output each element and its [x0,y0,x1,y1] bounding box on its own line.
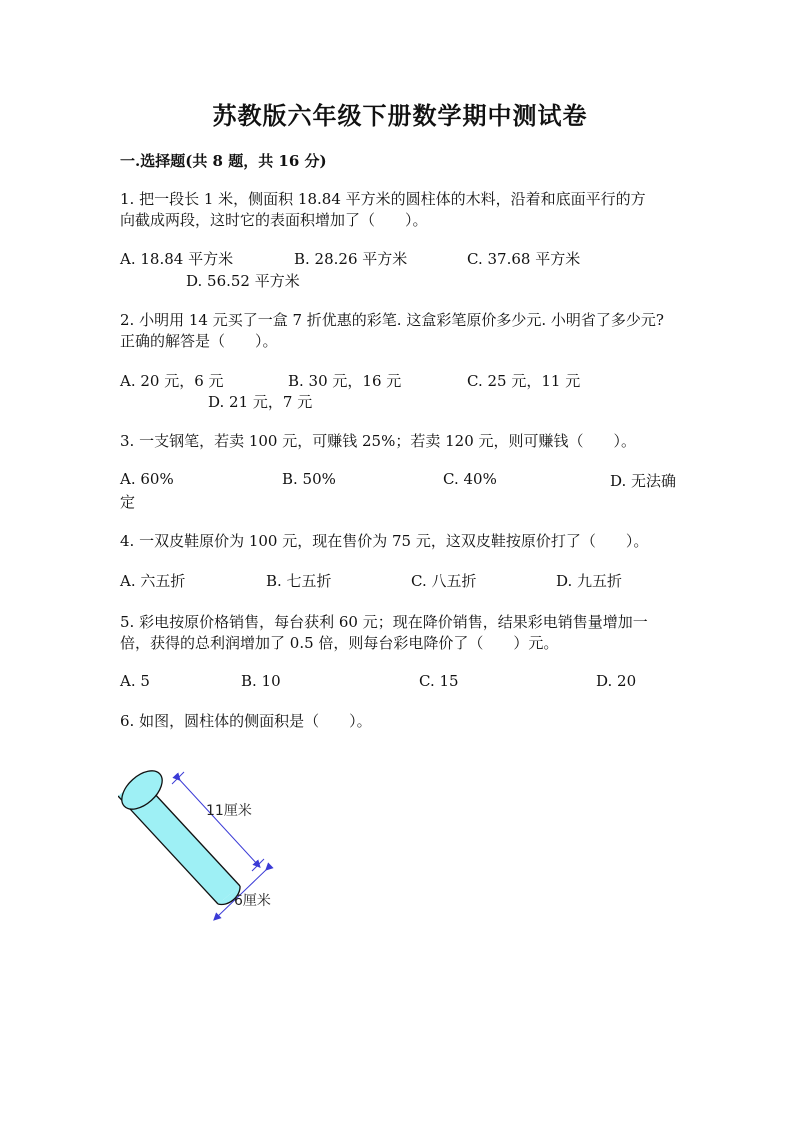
question-3-option-c: C. 40% [443,470,497,488]
question-2-line-2: 正确的解答是（ ）。 [120,332,278,350]
page-title: 苏教版六年级下册数学期中测试卷 [212,101,588,130]
question-3-line-1: 3. 一支钢笔，若卖 100 元，可赚钱 25%；若卖 120 元，则可赚钱（ ）。 [120,432,637,450]
question-5-option-c: C. 15 [419,672,459,690]
question-1-option-b: B. 28.26 平方米 [294,250,408,268]
question-1-option-d: D. 56.52 平方米 [186,272,300,290]
question-1-option-c: C. 37.68 平方米 [467,250,581,268]
question-3-option-d-wrap: 定 [120,493,136,511]
question-4-option-c: C. 八五折 [411,572,477,590]
question-4-option-d: D. 九五折 [556,572,623,590]
question-4-line-1: 4. 一双皮鞋原价为 100 元，现在售价为 75 元，这双皮鞋按原价打了（ ）。 [120,532,649,550]
question-4-option-a: A. 六五折 [120,572,186,590]
question-2-option-b: B. 30 元，16 元 [288,372,402,390]
question-5-line-2: 倍，获得的总利润增加了 0.5 倍，则每台彩电降价了（ ）元。 [120,634,559,652]
question-5-option-a: A. 5 [120,672,150,690]
diameter-label: 6厘米 [234,893,271,909]
section-heading: 一.选择题(共 8 题，共 16 分) [120,152,327,170]
question-5-option-d: D. 20 [596,672,637,690]
question-2-line-1: 2. 小明用 14 元买了一盒 7 折优惠的彩笔. 这盒彩笔原价多少元. 小明省了多少元? [120,311,664,329]
question-5-option-b: B. 10 [241,672,281,690]
cylinder-drawing [118,762,298,932]
question-6-line-1: 6. 如图，圆柱体的侧面积是（ ）。 [120,712,372,730]
question-4-option-b: B. 七五折 [266,572,332,590]
question-2-option-c: C. 25 元，11 元 [467,372,581,390]
length-label: 11厘米 [206,803,252,819]
question-5-line-1: 5. 彩电按原价格销售，每台获利 60 元；现在降价销售，结果彩电销售量增加一 [120,613,648,631]
question-2-option-d: D. 21 元，7 元 [208,393,313,411]
question-1-line-2: 向截成两段，这时它的表面积增加了（ ）。 [120,211,428,229]
cylinder-figure [118,762,298,932]
question-1-option-a: A. 18.84 平方米 [120,250,234,268]
question-3-option-a: A. 60% [120,470,174,488]
question-3-option-d: D. 无法确 [610,472,677,490]
question-3-option-b: B. 50% [282,470,336,488]
question-2-option-a: A. 20 元，6 元 [120,372,224,390]
question-1-line-1: 1. 把一段长 1 米，侧面积 18.84 平方米的圆柱体的木料，沿着和底面平行的方 [120,190,646,208]
